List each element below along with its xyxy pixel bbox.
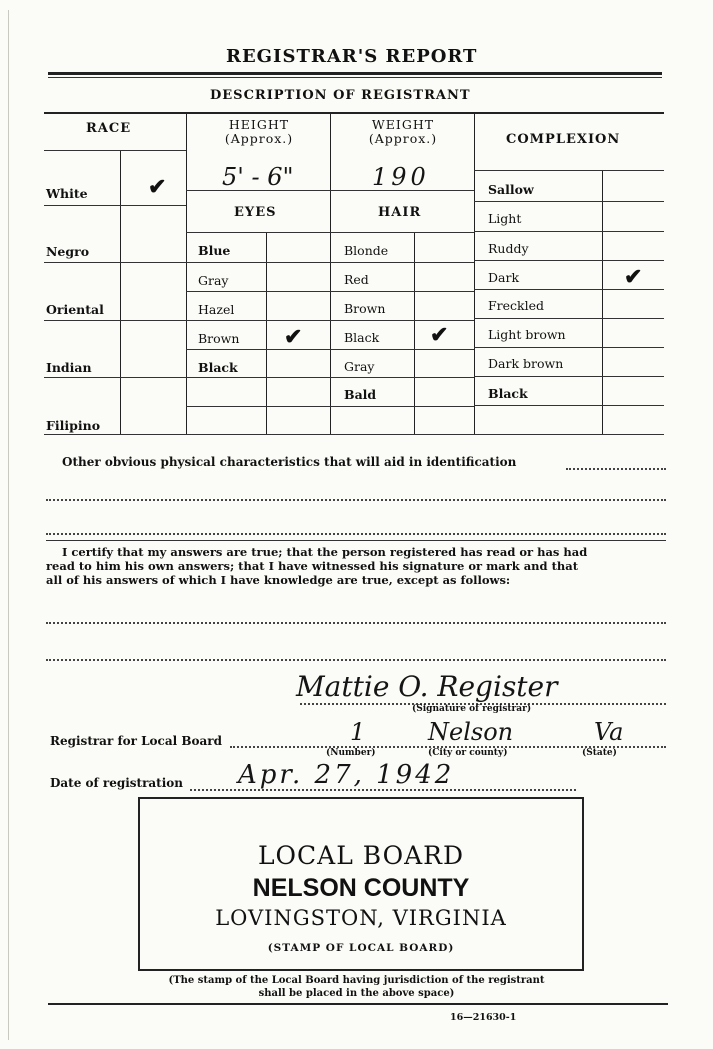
complexion-row-rule — [474, 201, 664, 202]
race-header-rule — [44, 150, 186, 151]
complexion-option-light: Light — [488, 211, 522, 226]
certify-text-line3: all of his answers of which I have knowledge are true, except as follows: — [46, 573, 511, 587]
hair-row-rule — [330, 320, 474, 321]
eyes-row-rule — [186, 349, 330, 350]
hair-row-rule — [330, 377, 474, 378]
eyes-option-black: Black — [198, 360, 238, 375]
weight-complexion-divider — [474, 112, 475, 434]
hair-row-rule — [330, 406, 474, 407]
complexion-header-rule — [474, 170, 664, 171]
other-characteristics-line — [46, 533, 666, 535]
eyes-option-gray: Gray — [198, 273, 229, 288]
exceptions-line — [46, 659, 666, 661]
eyes-option-blue: Blue — [198, 243, 231, 258]
weight-value-rule — [330, 190, 474, 191]
date-of-registration-label: Date of registration — [50, 776, 184, 790]
eyes-row-rule — [186, 377, 330, 378]
complexion-option-dark-brown: Dark brown — [488, 356, 564, 371]
eyes-row-rule — [186, 320, 330, 321]
page-title: REGISTRAR'S REPORT — [226, 46, 478, 67]
race-option-indian: Indian — [46, 360, 92, 375]
eyes-option-brown: Brown — [198, 331, 240, 346]
local-board-label: Registrar for Local Board — [50, 734, 223, 748]
hair-option-blonde: Blonde — [344, 243, 389, 258]
stamp-line-3: LOVINGSTON, VIRGINIA — [215, 906, 507, 930]
eyes-header: EYES — [234, 205, 277, 220]
weight-value: 190 — [372, 163, 430, 191]
hair-option-bald: Bald — [344, 387, 377, 402]
eyes-row-rule — [186, 262, 330, 263]
table-bottom-rule — [44, 434, 664, 435]
local-board-city-caption: (City or county) — [428, 748, 508, 758]
complexion-dark-check: ✔ — [624, 264, 643, 290]
race-header: RACE — [86, 121, 132, 136]
stamp-caption: (STAMP OF LOCAL BOARD) — [267, 942, 455, 954]
eyes-hair-header-rule — [186, 232, 474, 233]
other-characteristics-line — [46, 499, 666, 501]
date-of-registration-value: Apr. 27, 1942 — [238, 760, 455, 790]
complexion-row-rule — [474, 347, 664, 348]
eyes-brown-check: ✔ — [284, 324, 303, 350]
race-option-negro: Negro — [46, 244, 90, 259]
certify-text-line1: I certify that my answers are true; that the person registered has read or has had — [62, 545, 588, 559]
race-option-filipino: Filipino — [46, 418, 101, 433]
complexion-row-rule — [474, 376, 664, 377]
local-board-state: Va — [594, 718, 624, 746]
race-height-divider — [186, 112, 187, 434]
race-row-rule — [44, 262, 186, 263]
complexion-option-sallow: Sallow — [488, 182, 534, 197]
complexion-row-rule — [474, 289, 664, 290]
title-rule — [48, 72, 662, 75]
hair-row-rule — [330, 262, 474, 263]
race-row-rule — [44, 377, 186, 378]
height-value: 5' - 6" — [222, 163, 294, 191]
eyes-row-rule — [186, 406, 330, 407]
other-characteristics-label: Other obvious physical characteristics that will aid in identification — [62, 455, 517, 469]
complexion-checkbox-divider — [602, 170, 603, 434]
complexion-header: COMPLEXION — [506, 132, 621, 147]
race-option-white: White — [46, 186, 88, 201]
complexion-row-rule — [474, 231, 664, 232]
eyes-option-hazel: Hazel — [198, 302, 235, 317]
complexion-option-dark: Dark — [488, 270, 520, 285]
hair-row-rule — [330, 291, 474, 292]
hair-black-check: ✔ — [430, 322, 449, 348]
complexion-option-freckled: Freckled — [488, 298, 545, 313]
weight-header: WEIGHT (Approx.) — [368, 117, 438, 146]
height-value-rule — [186, 190, 330, 191]
local-board-state-caption: (State) — [582, 748, 617, 758]
hair-header: HAIR — [378, 205, 422, 220]
exceptions-line — [46, 622, 666, 624]
race-row-rule — [44, 205, 186, 206]
registrar-signature: Mattie O. Register — [296, 670, 558, 703]
signature-caption: (Signature of registrar) — [412, 704, 532, 714]
complexion-option-black: Black — [488, 386, 528, 401]
race-checkbox-divider-left — [120, 150, 121, 434]
hair-option-brown: Brown — [344, 301, 386, 316]
local-board-number-caption: (Number) — [326, 748, 376, 758]
table-top-rule — [44, 112, 664, 114]
stamp-note-line2: shall be placed in the above space) — [258, 988, 455, 999]
race-white-check: ✔ — [148, 174, 167, 200]
local-board-stamp — [138, 797, 584, 971]
complexion-row-rule — [474, 405, 664, 406]
hair-option-black: Black — [344, 330, 380, 345]
eyes-row-rule — [186, 291, 330, 292]
complexion-row-rule — [474, 318, 664, 319]
section-subtitle: DESCRIPTION OF REGISTRANT — [210, 88, 471, 103]
stamp-line-2: NELSON COUNTY — [252, 874, 470, 902]
local-board-number: 1 — [350, 718, 366, 746]
race-row-rule — [44, 320, 186, 321]
certify-text-line2: read to him his own answers; that I have witnessed his signature or mark and that — [46, 559, 579, 573]
height-weight-divider — [330, 112, 331, 434]
hair-option-red: Red — [344, 272, 369, 287]
title-rule-thin — [48, 77, 662, 78]
height-header: HEIGHT (Approx.) — [224, 117, 294, 146]
hair-row-rule — [330, 349, 474, 350]
complexion-row-rule — [474, 260, 664, 261]
complexion-option-light-brown: Light brown — [488, 327, 566, 342]
race-option-oriental: Oriental — [46, 302, 104, 317]
form-number: 16—21630-1 — [450, 1012, 517, 1023]
bottom-rule — [48, 1003, 668, 1005]
local-board-city: Nelson — [428, 718, 514, 746]
section-rule — [46, 540, 666, 541]
hair-option-gray: Gray — [344, 359, 375, 374]
other-characteristics-line — [566, 468, 666, 470]
stamp-line-1: LOCAL BOARD — [257, 841, 465, 870]
complexion-option-ruddy: Ruddy — [488, 241, 529, 256]
stamp-note-line1: (The stamp of the Local Board having jurisdiction of the registrant — [168, 975, 545, 986]
